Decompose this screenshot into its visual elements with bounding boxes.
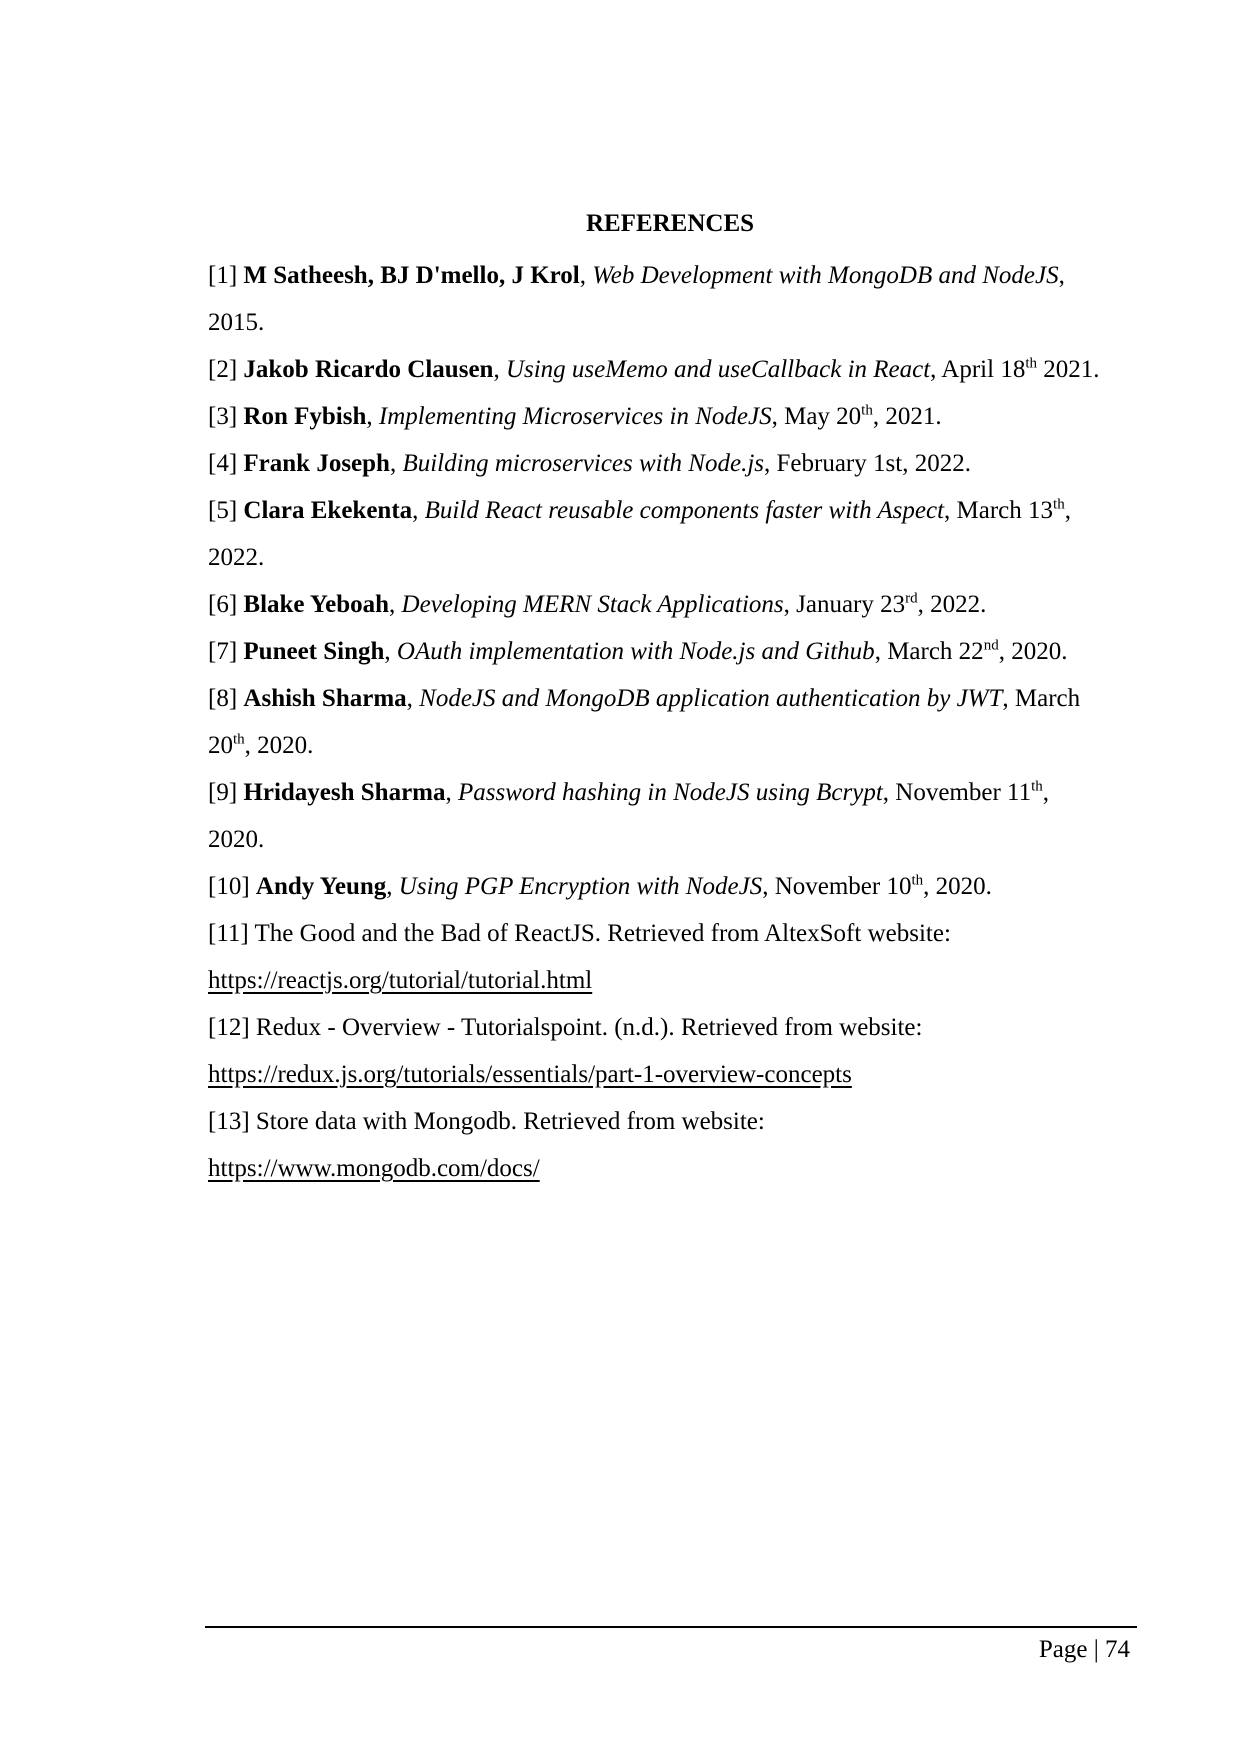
reference-item: [13] Store data with Mongodb. Retrieved from website: https://www.mongodb.com/docs/ <box>208 1098 1108 1192</box>
reference-title: Using PGP Encryption with NodeJS <box>398 873 763 900</box>
reference-date: March 22 <box>887 638 984 665</box>
reference-date: November 11 <box>895 779 1032 806</box>
reference-date: February 1st <box>776 450 903 477</box>
reference-item: [6] Blake Yeboah, Developing MERN Stack Applications, January 23rd, 2022. <box>208 590 987 618</box>
reference-item: [9] Hridayesh Sharma, Password hashing in NodeJS using Bcrypt, November 11th, 2020. <box>208 778 1050 853</box>
reference-item: [7] Puneet Singh, OAuth implementation with Node.js and Github, March 22nd, 2020. <box>208 637 1068 665</box>
reference-date: March 20 <box>208 685 1081 759</box>
reference-author: Ron Fybish <box>243 403 367 430</box>
reference-item: [12] Redux - Overview - Tutorialspoint. (n.d.). Retrieved from website: https://redux.js.org/tutorials/essentials/part-1-overview-concepts <box>208 1004 1108 1098</box>
reference-author: Puneet Singh <box>243 638 385 665</box>
reference-item: [1] M Satheesh, BJ D'mello, J Krol, Web Development with MongoDB and NodeJS, 2015. <box>208 262 1065 336</box>
reference-author: Jakob Ricardo Clausen <box>243 356 494 383</box>
reference-item: [11] The Good and the Bad of ReactJS. Retrieved from AltexSoft website: https://reactjs.org/tutorial/tutorial.html <box>208 910 1108 1004</box>
reference-date: March 13 <box>956 497 1054 524</box>
reference-list <box>208 252 1108 1192</box>
reference-item: [10] Andy Yeung, Using PGP Encryption with NodeJS, November 10th, 2020. <box>208 872 992 900</box>
reference-author: Blake Yeboah <box>243 591 390 618</box>
reference-date: 2015 <box>208 309 258 336</box>
reference-item: [8] Ashish Sharma, NodeJS and MongoDB application authentication by JWT, March 20th, 2020. <box>208 685 1081 759</box>
reference-link[interactable]: https://reactjs.org/tutorial/tutorial.html <box>208 967 593 994</box>
reference-title: Build React reusable components faster with Aspect <box>424 497 945 524</box>
reference-item: [4] Frank Joseph, Building microservices with Node.js, February 1st, 2022. <box>208 450 971 477</box>
reference-title: Web Development with MongoDB and NodeJS <box>592 262 1059 289</box>
reference-title: OAuth implementation with Node.js and Github <box>396 638 875 665</box>
reference-item: [5] Clara Ekekenta, Build React reusable components faster with Aspect, March 13th, 2022. <box>208 496 1071 571</box>
reference-item: [2] Jakob Ricardo Clausen, Using useMemo and useCallback in React, April 18th 2021. <box>208 355 1100 383</box>
page-title: REFERENCES <box>585 210 755 237</box>
footer-divider <box>205 1626 1137 1628</box>
reference-author: M Satheesh, BJ D'mello, J Krol <box>243 262 580 289</box>
reference-title: Password hashing in NodeJS using Bcrypt <box>458 779 883 806</box>
reference-author: Ashish Sharma <box>243 685 407 712</box>
reference-date: May 20 <box>784 403 862 430</box>
reference-title: Implementing Microservices in NodeJS <box>378 403 772 430</box>
reference-author: Clara Ekekenta <box>243 497 413 524</box>
reference-author: Andy Yeung <box>255 873 387 900</box>
reference-item: [3] Ron Fybish, Implementing Microservices in NodeJS, May 20th, 2021. <box>208 402 942 430</box>
reference-date: November 10 <box>774 873 912 900</box>
reference-date: April 18 <box>941 356 1026 383</box>
reference-title: Developing MERN Stack Applications <box>401 591 784 618</box>
reference-link[interactable]: https://www.mongodb.com/docs/ <box>208 1155 540 1182</box>
reference-title: NodeJS and MongoDB application authentication by JWT <box>419 685 1003 712</box>
reference-link[interactable]: https://redux.js.org/tutorials/essentials/part-1-overview-concepts <box>208 1061 852 1088</box>
reference-author: Hridayesh Sharma <box>243 779 446 806</box>
page-number: Page | 74 <box>1038 1636 1130 1663</box>
reference-author: Frank Joseph <box>243 450 390 477</box>
reference-date: January 23 <box>796 591 906 618</box>
reference-title: Building microservices with Node.js <box>402 450 765 477</box>
reference-title: Using useMemo and useCallback in React <box>505 356 931 383</box>
